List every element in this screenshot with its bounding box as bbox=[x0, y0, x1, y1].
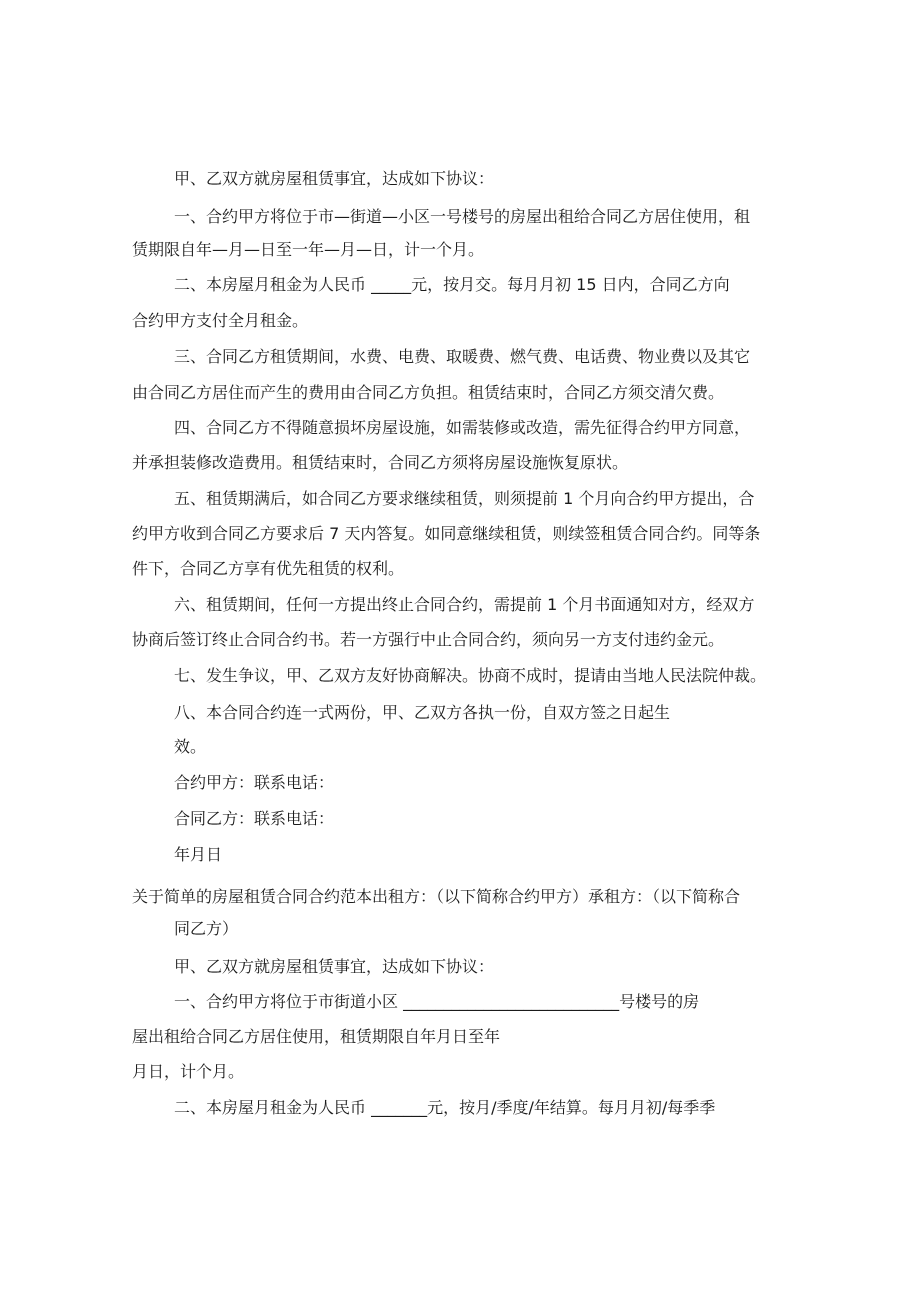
clause-2-line-2: 合约甲方支付全月租金。 bbox=[132, 311, 309, 330]
clause-3-line-1: 三、合同乙方租赁期间，水费、电费、取暖费、燃气费、电话费、物业费以及其它 bbox=[174, 347, 751, 366]
clause-4-line-2: 并承担装修改造费用。租赁结束时，合同乙方须将房屋设施恢复原状。 bbox=[132, 453, 629, 472]
second-clause-2-line-1: 二、本房屋月租金为人民币 _______元，按月/季度/年结算。每月月初/每季季 bbox=[174, 1098, 716, 1117]
party-b-signature-line: 合同乙方：联系电话： bbox=[174, 809, 335, 828]
party-a-signature-line: 合约甲方：联系电话： bbox=[174, 773, 335, 792]
agreement-intro: 甲、乙双方就房屋租赁事宜，达成如下协议： bbox=[174, 169, 495, 188]
date-line: 年月日 bbox=[174, 845, 223, 864]
clause-2-line-1: 二、本房屋月租金为人民币 _____元，按月交。每月月初 15 日内，合同乙方向 bbox=[174, 275, 730, 294]
clause-8-line-1: 八、本合同合约连一式两份，甲、乙双方各执一份，自双方签之日起生 bbox=[174, 703, 671, 722]
second-agreement-intro: 甲、乙双方就房屋租赁事宜，达成如下协议： bbox=[174, 957, 495, 976]
second-contract-heading-line-1: 关于简单的房屋租赁合同合约范本出租方：（以下简称合约甲方）承租方：（以下简称合 bbox=[132, 887, 741, 906]
second-clause-1-line-1: 一、合约甲方将位于市街道小区 ___________________________号楼号的房 bbox=[174, 992, 700, 1011]
second-clause-1-line-3: 月日，计个月。 bbox=[132, 1062, 245, 1081]
clause-5-line-3: 件下，合同乙方享有优先租赁的权利。 bbox=[132, 559, 405, 578]
clause-4-line-1: 四、合同乙方不得随意损坏房屋设施，如需装修或改造，需先征得合约甲方同意， bbox=[174, 418, 751, 437]
clause-1-line-1: 一、合约甲方将位于市—街道—小区一号楼号的房屋出租给合同乙方居住使用，租 bbox=[174, 207, 751, 226]
second-contract-heading-line-2: 同乙方） bbox=[174, 919, 239, 938]
clause-8-line-2: 效。 bbox=[174, 737, 207, 756]
clause-3-line-2: 由合同乙方居住而产生的费用由合同乙方负担。租赁结束时，合同乙方须交清欠费。 bbox=[132, 383, 725, 402]
clause-1-line-2: 赁期限自年—月—日至一年—月—日，计一个月。 bbox=[132, 240, 485, 259]
clause-5-line-1: 五、租赁期满后，如合同乙方要求继续租赁，则须提前 1 个月向合约甲方提出，合 bbox=[174, 489, 755, 508]
second-clause-1-line-2: 屋出租给合同乙方居住使用，租赁期限自年月日至年 bbox=[132, 1027, 501, 1046]
clause-6-line-1: 六、租赁期间，任何一方提出终止合同合约，需提前 1 个月书面通知对方，经双方 bbox=[174, 595, 755, 614]
clause-7: 七、发生争议，甲、乙双方友好协商解决。协商不成时，提请由当地人民法院仲裁。 bbox=[174, 666, 767, 685]
clause-6-line-2: 协商后签订终止合同合约书。若一方强行中止合同合约，须向另一方支付违约金元。 bbox=[132, 630, 725, 649]
clause-5-line-2: 约甲方收到合同乙方要求后 7 天内答复。如同意继续租赁，则续签租赁合同合约。同等条 bbox=[132, 524, 761, 543]
